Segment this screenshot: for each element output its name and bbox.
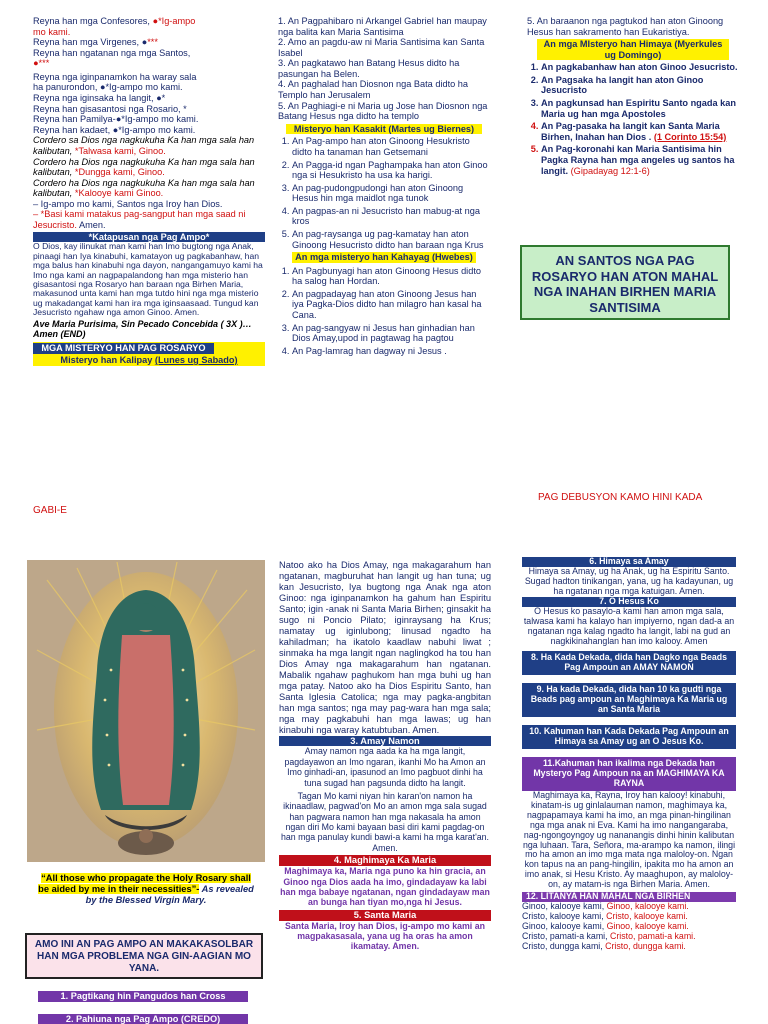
sorrowful-item: 5. An pag-raysanga ug pag-kamatay han aton Ginoong Hesucristo didto han baraan nga Krus	[292, 229, 490, 250]
glorious-item: 4. An Pag-pasaka ha langit kan Santa Maria Birhen, Inahan han Dios . (1 Corinto 15:54)	[541, 121, 739, 142]
himaya-amay-body: Himaya sa Amay, ug ha Anak, ug ha Espiritu Santo. Sugad hadton tinikangan, yana, ug ha kadayunan, ug ha ngatanan nga mga katuigan. Amen.	[524, 565, 734, 596]
litany-line: Reyna nga iginsaka ha langit, ●*	[33, 93, 166, 104]
himaya-amay-title: 6. Himaya sa Amay	[522, 557, 736, 567]
rayna-body: Maghimaya ka, Rayna, Iroy han kalooy! kinabuhi, kinatam-is ug ginlalauman namon, maghimaya ka, nagpapamaya kami ha imo, an mga pinan-hingilinan nga mga anak ni Eva. Kami ha imo nangangaraba, nag-ngongoyngoy ug nananangis dinhi hinin kalibutan nga luhaan. Tara, Señora, ma-arampo ka namon, ilingi mo ha amon an imo mga mata nga maloloy-on. Ngan kon tapus na an pang-hingilin, ipakita mo ha amon an imo anak, si Hesu Kristo. Ay maaghupon, ay maloloy-on, ay matam-is nga Birhen Maria. Amen.	[522, 789, 736, 890]
litany-row: Cristo, dungga kami, Cristo, dungga kami.	[522, 940, 686, 951]
ohesus-body: O Hesus ko pasaylo-a kami han amon mga sala, talwasa kami ha kalayo han impiyerno, ngan dad-a an ngatanan nga kalag ngadto ha langit, labi na gud an nagkikinahanglan han imo kalooy. Amen	[523, 605, 735, 646]
litany-rows	[522, 902, 736, 952]
santa-maria-title: 5. Santa Maria	[279, 910, 491, 921]
sorrowful-item: 4. An pagpas-an ni Jesucristo han mabug-at nga kros	[292, 206, 490, 227]
luminous-item: 1. An Pagbunyagi han aton Ginoong Hesus didto ha salog han Hordan.	[292, 266, 490, 287]
step-8-header: 8. Ha Kada Dekada, dida han Dagko nga Beads Pag Ampoun an AMAY NAMON	[522, 651, 736, 675]
litany-line: ●***	[33, 58, 50, 69]
litany-line: Reyna nga iginpanamkon ha waray sala	[33, 71, 197, 82]
column-2	[278, 16, 490, 476]
mga-misteryo-title: MGA MISTERYO HAN PAG ROSARYO	[33, 343, 214, 354]
credo-text: Natoo ako ha Dios Amay, nga makagarahum han ngatanan, magburuhat han langit ug han tuna; ug kan Jesucristo, Iya bugtong nga Anak nga aton Ginoo: nga iginpanamkon ha gahum han Espiritu Santo; igin -anak ni Santa Maria Birhen; ginsakit ha sugo ni Poncio Pilato; iginraysang ha Krus; namatay ug iginlubong; linusad ngadto ha kahiladman; ha ikatolo kaadlaw nabuhi liwat ; sinmaka ha mga langit ngan naglingkod ha tou han Dios Amay nga makagarahum han ngatanan. Mabalik ngahaw paghukom han mga buhi ug han mga patay. Natoo ako ha Dios Espiritu Santo, han Santa Iglesia Catolica; nga may pagka-angbitan han mga santos; nga may pag-wara han mga sala; nga may pagkabuhi han mga lawas; ug han kinabuhi nga waray katubtuban. Amen.	[279, 560, 491, 735]
litany-row: Cristo, pamati-a kami, Cristo, pamati-a kami.	[522, 930, 696, 941]
misteryo-header	[33, 342, 265, 355]
bottom-right-column	[522, 557, 736, 1024]
step-2-header: 2. Pahiuna nga Pag Ampo (CREDO)	[38, 1014, 248, 1024]
ohesus-title: 7. O Hesus Ko	[522, 597, 736, 607]
litany-line: Reyna han ngatanan nga mga Santos,	[33, 47, 191, 58]
bottom-middle-column	[279, 560, 491, 1024]
amay-namon-body: Amay namon nga aada ka ha mga langit, pagdayawon an Imo ngaran, ikanhi Mo ha Amon an Imo ginhadi-an, ipasunod an Imo pagbuot dinhi ha tuna sugad han pagsunda didto ha langit.	[284, 746, 486, 788]
litany-line: Reyna han kadaet, ●*Ig-ampo mo kami.	[33, 124, 196, 135]
luminous-item-5: 5. An baraanon nga pagtukod han aton Ginoong Hesus han sakramento han Eukaristiya.	[527, 16, 724, 37]
ave-maria-line: Ave Maria Purisima, Sin Pecado Concebida ( 3X )… Amen (END)	[33, 318, 252, 340]
katapusan-body: O Dios, kay ilinukat man kami han Imo bugtong nga Anak, pinaagi han Iya kinabuhi, kamatayon ug pagkabanhaw, han mga balus han kinabuhi nga dayon, nangangamuyo kami ha Imo nga kami an nagpapalandong han mga misterio han gisasantosi nga Rosaryo han baraan nga Birhen Maria, makasunod unta kami han mga tutdo hini nga mga misterio ug makadangat kami han ira mga iginsaasaad. Tungud kan Jesucristo ngahaw nga amon Ginoo. Amen.	[33, 241, 263, 318]
litany-row: Ginoo, kalooye kami, Ginoo, kalooye kami.	[522, 921, 689, 931]
litany-row: Cristo, kalooye kami, Cristo, kalooye kami.	[522, 911, 688, 922]
litany-line: ha panurondon, ●*Ig-ampo mo kami.	[33, 82, 183, 93]
sorrowful-item: 2. An Pagga-id ngan Paghampaka han aton Ginoo nga si Hesukristo ha usa ka harigi.	[292, 160, 490, 181]
step-12-header: 12. LITANYA HAN MAHAL NGA BIRHEN	[522, 892, 736, 902]
himaya-title: An mga MIsteryo han Himaya (Myerkules ug Domingo)	[537, 39, 729, 60]
step-10-header: 10. Kahuman han Kada Dekada Pag Ampoun an Himaya sa Amay ug an O Jesus Ko.	[522, 725, 736, 749]
cordero-line: Cordero ha Dios nga nagkukuha Ka han mga sala han kalibutan, *Dungga kami, Ginoo.	[33, 156, 255, 178]
luminous-list	[278, 266, 490, 357]
joyful-item: 5. An Paghiagi-e ni Maria ug Jose han Diosnon nga Batang Hesus nga didto ha templo	[278, 100, 488, 122]
prayer-box: AMO INI AN PAG AMPO AN MAKAKASOLBAR HAN MGA PROBLEMA NGA GIN-AAGIAN MO YANA.	[25, 933, 263, 979]
litany-line: Reyna han mga Virgenes, ●***	[33, 37, 158, 48]
debusyon-label: PAG DEBUSYON KAMO HINI KADA	[538, 492, 703, 503]
cordero-block	[33, 135, 265, 198]
step-9-header: 9. Ha kada Dekada, dida han 10 ka gudti nga Beads pag ampoun an Maghimaya Ka Maria ug an Santa Maria	[522, 683, 736, 717]
maghimaya-body: Maghimaya ka, Maria nga puno ka hin gracia, an Ginoo nga Dios aada ha imo, gindadayaw ka labi han mga babaye ngatanan, ngan gindadayaw man an bunga han tiyan mo,nga hi Jesus.	[280, 866, 490, 908]
litany-line: Reyna han mga Confesores, ●*Ig-ampo	[33, 16, 196, 26]
luminous-item: 3. An pag-sangyaw ni Jesus han ginhadian han Dios Amay,upod in pagtawag ha pagtou	[292, 323, 490, 344]
litany-block	[33, 72, 265, 135]
glorious-item: 1. An pagkabanhaw han aton Ginoo Jesucristo.	[541, 62, 739, 73]
step-1-header: 1. Pagtikang hin Pangudos han Cross	[38, 991, 248, 1002]
litany-line: mo kami.	[33, 26, 71, 37]
title-box: AN SANTOS NGA PAG ROSARYO HAN ATON MAHAL NGA INAHAN BIRHEN MARIA SANTISIMA	[520, 245, 730, 320]
sorrowful-item: 3. An pag-pudongpudongi han aton Ginoong Hesus hin mga maidlot nga tunok	[292, 183, 490, 204]
katapusan-title: *Katapusan nga Pag Ampo*	[33, 232, 265, 243]
santa-maria-body: Santa Maria, Iroy han Dios, ig-ampo mo kami an magpakasasala, yana ug ha oras ha amon ikamatay. Amen.	[285, 920, 485, 952]
glorious-list	[527, 62, 739, 176]
glorious-item: 2. An Pagsaka ha langit han aton Ginoo Jesucristo	[541, 75, 739, 96]
quote-text: “All those who propagate the Holy Rosary shall be aided by me in their necessities”-	[38, 873, 251, 895]
sorrowful-item: 1. An Pag-ampo han aton Ginoong Hesukristo didto ha tanaman han Getsemani	[292, 136, 490, 157]
joyful-item: 3. An pagkatawo han Batang Hesus didto ha pasungan ha Belen.	[278, 58, 460, 79]
virgin-of-guadalupe-image	[27, 560, 265, 862]
kasakit-title: Misteryo han Kasakit (Martes ug Biernes)	[286, 124, 482, 135]
glorious-item: 3. An pagkunsad han Espiritu Santo ngada kan Maria ug han mga Apostoles	[541, 98, 739, 119]
igampo-line: – Ig-ampo mo kami, Santos nga Iroy han Dios.	[33, 198, 223, 209]
amay-namon-title: 3. Amay Namon	[279, 736, 491, 747]
cordero-line: Cordero ha Dios nga nagkukuha Ka han mga sala han kalibutan, *Kalooye kami Ginoo.	[33, 177, 255, 199]
litany-line: Reyna han gisasantosi nga Rosario, *	[33, 103, 187, 114]
litany-line: Reyna han Pamilya-●*Ig-ampo mo kami.	[33, 114, 199, 125]
glorious-item: 5. An Pag-koronahi kan Maria Santisima hin Pagka Rayna han mga angeles ug santos ha langit. (Gipadayag 12:1-6)	[541, 144, 739, 176]
maghimaya-title: 4. Maghimaya Ka Maria	[279, 855, 491, 866]
kalipay-title: Misteryo han Kalipay (Lunes ug Sabado)	[33, 355, 265, 366]
joyful-item: 4. An paghalad han Diosnon nga Bata didto ha Templo han Jerusalem	[278, 79, 469, 101]
tagan-body: Tagan Mo kami niyan hin karan'on namon ha ikinaadlaw, pagwad'on Mo an amon mga sala sugad han pagwara namon han mga nakasala ha amon ngan diri Mo kami bayaan basi diri kami pagdag-on han mga panulay kundi bawi-a kami ha mga karat'an. Amen.	[280, 790, 490, 853]
basi-line: – *Basi kami matakus pag-sangput han mga saad ni Jesucristo. Amen.	[33, 209, 246, 230]
quote-block	[35, 873, 257, 906]
quote-attribution: As revealed by the Blessed Virgin Mary.	[85, 884, 254, 906]
sorrowful-list	[278, 136, 490, 250]
luminous-item: 2. An pagpadayag han aton Ginoong Jesus han iya Pagka-Dios didto han milagro han kasal ha Cana.	[292, 289, 490, 321]
kahayag-title: An mga misteryo han Kahayag (Hwebes)	[292, 252, 476, 263]
step-11-header: 11.Kahuman han ikalima nga Dekada han Mysteryo Pag Ampoun na an MAGHIMAYA KA RAYNA	[522, 757, 736, 791]
joyful-item: 1. An Pagpahibaro ni Arkangel Gabriel han maupay nga balita kan Maria Santisima	[278, 16, 487, 37]
gabie-label: GABI-E	[33, 505, 67, 516]
column-1	[33, 16, 265, 486]
cordero-line: Cordero sa Dios nga nagkukuha Ka han mga sala han kalibutan, *Talwasa kami, Ginoo.	[33, 135, 255, 156]
luminous-item: 4. An Pag-lamrag han dagway ni Jesus .	[292, 346, 490, 357]
litany-row: Ginoo, kalooye kami, Ginoo, kalooye kami.	[522, 901, 689, 912]
joyful-item: 2. Amo an pagdu-aw ni Maria Santisima kan Santa Isabel	[278, 37, 485, 58]
guadalupe-illustration	[27, 560, 265, 862]
